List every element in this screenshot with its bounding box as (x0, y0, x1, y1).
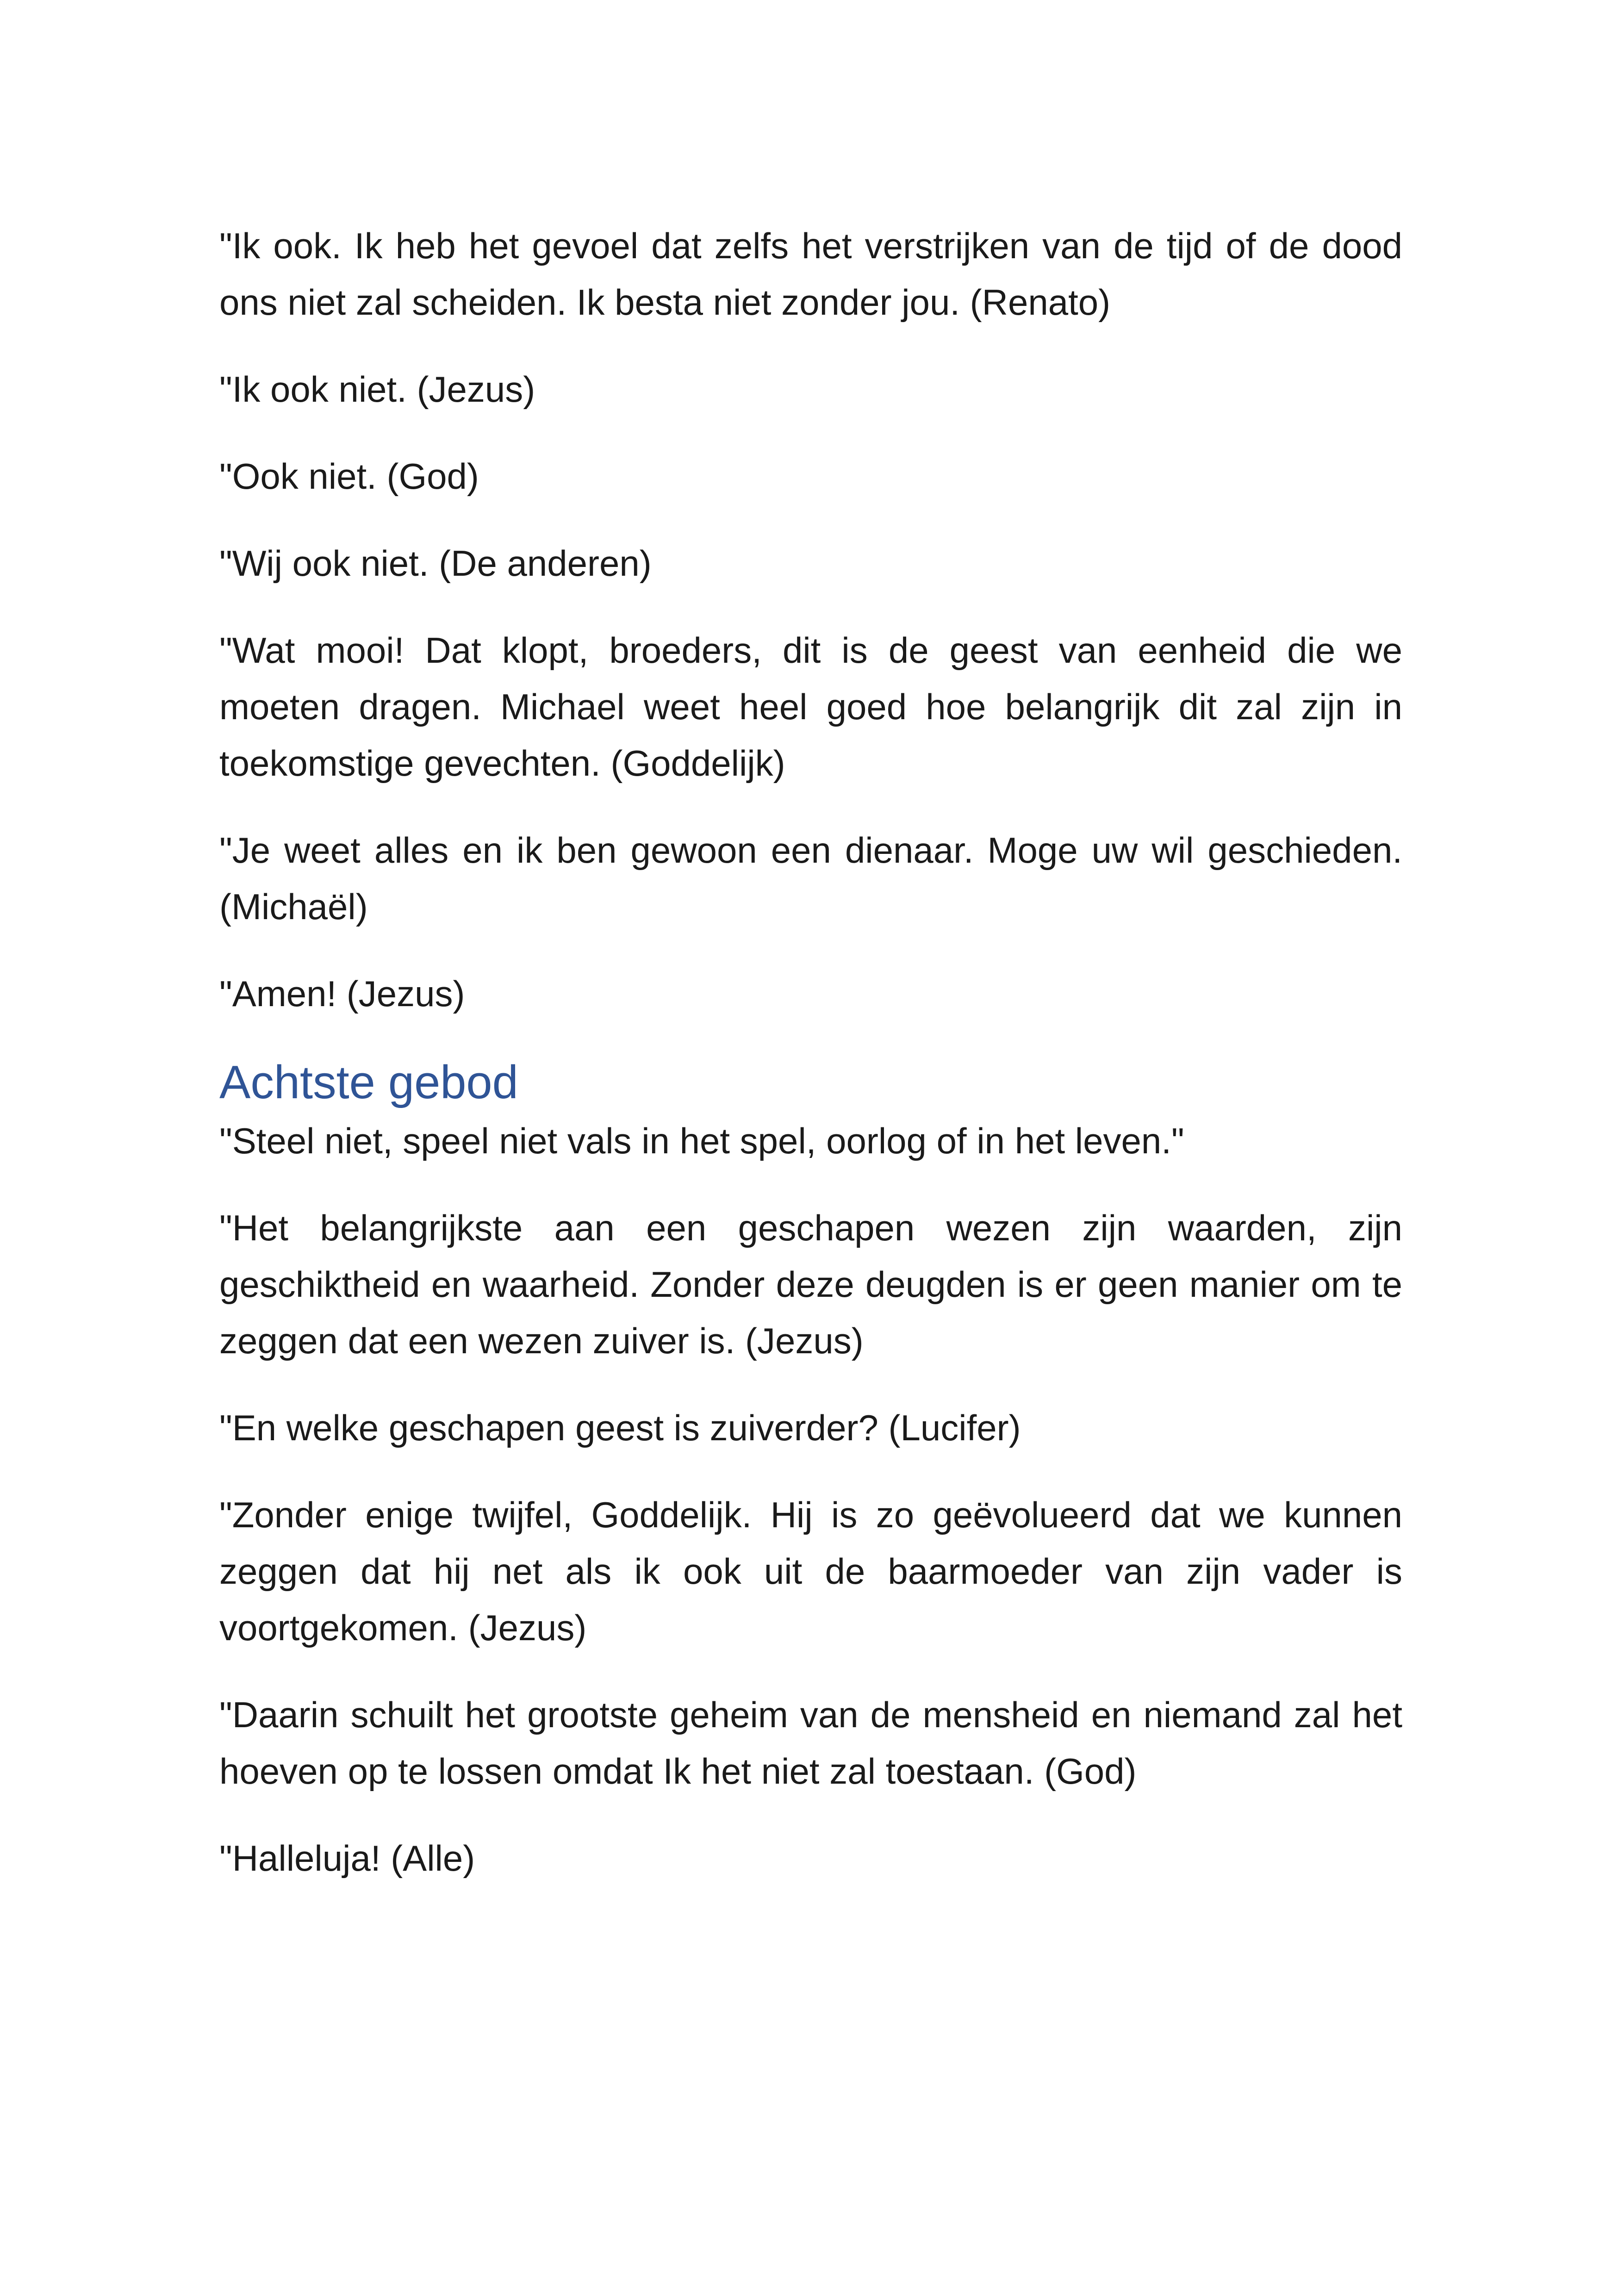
paragraph: "Daarin schuilt het grootste geheim van de mensheid en niemand zal het hoeven op te lossen omdat Ik het niet zal toestaan. (God) (219, 1694, 1402, 1792)
section-heading: Achtste gebod (219, 1057, 518, 1108)
paragraph: "Ook niet. (God) (219, 456, 479, 497)
paragraph: "Halleluja! (Alle) (219, 1838, 475, 1879)
document-body (219, 218, 1402, 1917)
paragraph: "Het belangrijkste aan een geschapen wezen zijn waarden, zijn geschiktheid en waarheid. Zonder deze deugden is er geen manier om te zeggen dat een wezen zuiver is. (Jezus) (219, 1207, 1402, 1361)
paragraph: "Amen! (Jezus) (219, 973, 465, 1014)
paragraph: "Ik ook niet. (Jezus) (219, 369, 535, 410)
paragraph: "En welke geschapen geest is zuiverder? (Lucifer) (219, 1407, 1021, 1448)
commandment-text: "Steel niet, speel niet vals in het spel, oorlog of in het leven." (219, 1120, 1184, 1161)
paragraph: "Zonder enige twijfel, Goddelijk. Hij is zo geëvolueerd dat we kunnen zeggen dat hij net als ik ook uit de baarmoeder van zijn vader is voortgekomen. (Jezus) (219, 1494, 1402, 1648)
paragraph: "Wij ook niet. (De anderen) (219, 543, 652, 584)
paragraph: "Wat mooi! Dat klopt, broeders, dit is de geest van eenheid die we moeten dragen. Michael weet heel goed hoe belangrijk dit zal zijn in toekomstige gevechten. (Goddelijk) (219, 630, 1402, 784)
paragraph: "Ik ook. Ik heb het gevoel dat zelfs het verstrijken van de tijd of de dood ons niet zal scheiden. Ik besta niet zonder jou. (Renato) (219, 225, 1402, 323)
paragraph: "Je weet alles en ik ben gewoon een dienaar. Moge uw wil geschieden. (Michaël) (219, 830, 1402, 927)
